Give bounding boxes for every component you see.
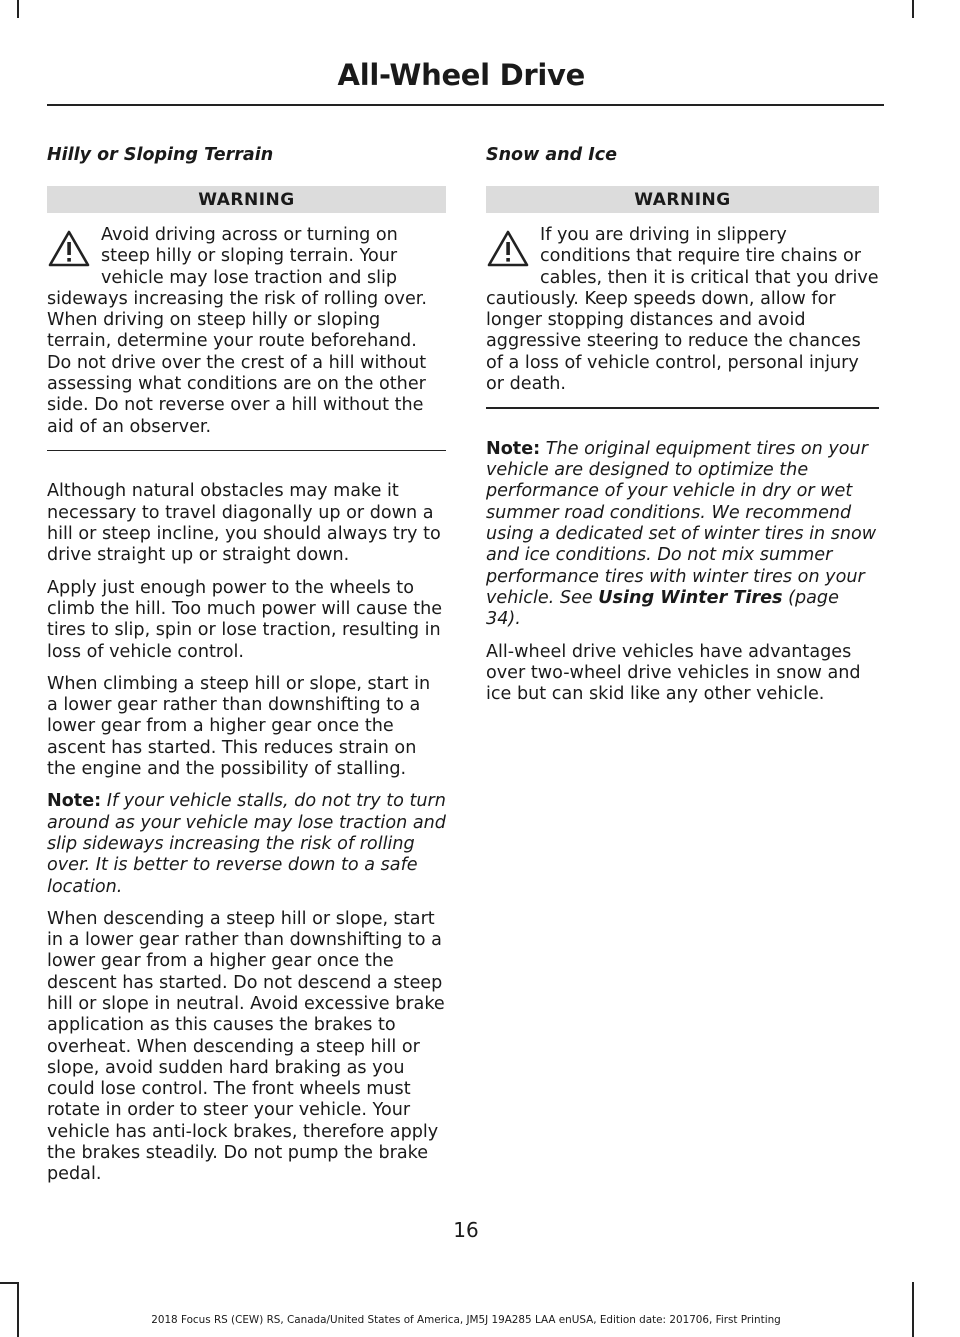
note <box>486 439 879 631</box>
chapter-title: All-Wheel Drive <box>337 58 585 92</box>
paragraph: All-wheel drive vehicles have advantages over two-wheel drive vehicles in snow and ice but can skid like any other vehicle. <box>486 641 861 705</box>
paragraph: When descending a steep hill or slope, start in a lower gear rather than downshifting to a lower gear from a higher gear once the descent has started. Do not descend a steep hill or slope in neutral. Avoid excessive brake application as this causes the brakes to overheat. When descending a steep hill or slope, avoid sudden hard braking as you could lose control. The front wheels must rotate in order to steer your vehicle. Your vehicle has anti-lock brakes, therefore apply the brakes steadily. Do not pump the brake pedal. <box>47 908 445 1185</box>
note-text: The original equipment tires on your vehicle are designed to optimize the performance of your vehicle in dry or wet summer road conditions. We recommend using a dedicated set of winter tires in snow and ice conditions. Do not mix summer performance tires with winter tires on your vehicle. See <box>486 438 877 608</box>
warning-triangle-icon <box>486 229 530 269</box>
warning-text: Avoid driving across or turning on steep hilly or sloping terrain. Your vehicle may lose traction and slip sideways increasing the risk of rolling over. When driving on steep hilly or sloping terrain, determine your route beforehand. Do not drive over the crest of a hill without assessing what conditions are on the other side. Do not reverse over a hill without the aid of an observer. <box>47 225 428 437</box>
crop-mark <box>0 1282 18 1284</box>
paragraph: Apply just enough power to the wheels to climb the hill. Too much power will cause the tires to slip, spin or lose traction, resulting in loss of vehicle control. <box>47 577 443 662</box>
warning-text: If you are driving in slippery conditions that require tire chains or cables, then it is critical that you drive cautiously. Keep speeds down, allow for longer stopping distances and avoid aggressive steering to reduce the chances of a loss of vehicle control, personal injury or death. <box>486 225 879 395</box>
warning-divider <box>486 407 879 409</box>
warning-box <box>486 225 879 395</box>
warning-label: WARNING <box>47 186 446 213</box>
crop-mark <box>17 0 19 18</box>
warning-label: WARNING <box>486 186 879 213</box>
paragraph: Although natural obstacles may make it necessary to travel diagonally up or down a hill or steep incline, you should always try to drive straight up or straight down. <box>47 481 441 566</box>
right-column <box>486 145 879 716</box>
crop-mark <box>912 1282 914 1337</box>
note <box>47 791 446 897</box>
header-divider <box>47 104 884 106</box>
note-label: Note: <box>486 438 541 459</box>
footer-edition-info: 2018 Focus RS (CEW) RS, Canada/United States of America, JM5J 19A285 LAA enUSA, Edition date: 201706, First Printing <box>151 1314 781 1326</box>
section-title-hilly: Hilly or Sloping Terrain <box>47 145 274 165</box>
left-column <box>47 145 446 1197</box>
section-title-snow: Snow and Ice <box>486 145 617 165</box>
crop-mark <box>912 0 914 18</box>
note-text: If your vehicle stalls, do not try to turn around as your vehicle may lose traction and slip sideways increasing the risk of rolling over. It is better to reverse down to a safe location. <box>47 791 446 897</box>
cross-reference-page: (page 34). <box>486 587 839 630</box>
page-number: 16 <box>453 1218 479 1242</box>
warning-box <box>47 225 446 438</box>
paragraph: When climbing a steep hill or slope, start in a lower gear rather than downshifting to a lower gear from a higher gear once the ascent has started. This reduces strain on the engine and the possibility of stalling. <box>47 673 431 780</box>
note-label: Note: <box>47 791 102 812</box>
crop-mark <box>17 1282 19 1337</box>
cross-reference-link[interactable]: Using Winter Tires <box>598 587 783 608</box>
warning-triangle-icon <box>47 229 91 269</box>
warning-divider <box>47 450 446 452</box>
